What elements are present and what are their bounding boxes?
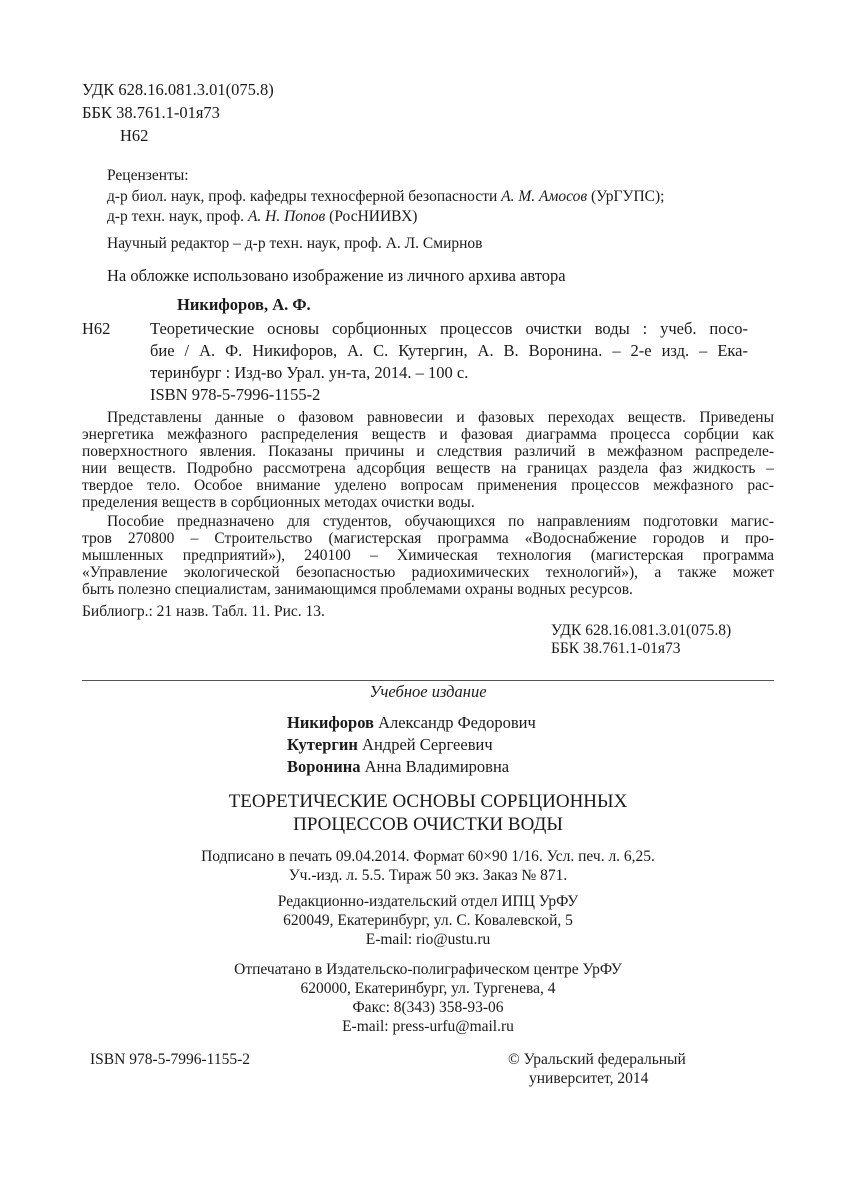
abstract-line: тров 270800 – Строительство (магистерская программа «Водоснабжение городов и про- [82,530,774,547]
reviewer-1 [107,188,664,206]
record-author: Никифоров, А. Ф. [177,295,311,314]
book-title-line: ТЕОРЕТИЧЕСКИЕ ОСНОВЫ СОРБЦИОННЫХ [228,791,628,812]
udk-code: УДК 628.16.081.3.01(075.8) [82,80,274,99]
isbn-bottom: ISBN 978-5-7996-1155-2 [90,1051,251,1068]
record-line: теринбург : Изд-во Урал. ун-та, 2014. – 100 с. [150,363,469,382]
reviewer-1-org: (УрГУПС); [587,188,665,205]
abstract-line: Представлены данные о фазовом равновесии и фазовых переходах веществ. Приведены [107,409,774,426]
reviewer-2-title: д-р техн. наук, проф. [107,208,248,225]
abstract-line: нии веществ. Подробно рассмотрена адсорбция веществ на границах раздела фаз жидкость – [82,460,774,477]
record-line: Теоретические основы сорбционных процессов очистки воды : учеб. посо- [150,319,748,338]
abstract-line: твердое тело. Особое внимание уделено вопросам применения процессов межфазного рас- [82,477,774,494]
book-title-line: ПРОЦЕССОВ ОЧИСТКИ ВОДЫ [293,814,563,835]
abstract-line: пределения веществ в сорбционных методах очистки воды. [82,494,475,511]
copyright-line: университет, 2014 [529,1070,649,1087]
copyright-line: © Уральский федеральный [508,1051,686,1068]
author-mark: Н62 [120,126,149,145]
reviewer-2-org: (РосНИИВХ) [325,208,418,225]
bbk-code: ББК 38.761.1-01я73 [82,103,220,122]
edition-type: Учебное издание [369,682,487,701]
printer-email: E-mail: press-urfu@mail.ru [342,1018,514,1035]
author-given-names: Андрей Сергеевич [357,735,493,754]
print-info-line: Уч.-изд. л. 5.5. Тираж 50 экз. Заказ № 871. [288,867,568,884]
abstract-line: мышленных предприятий»), 240100 – Химическая технология (магистерская программа [82,547,774,564]
science-editor: Научный редактор – д-р техн. наук, проф. А. Л. Смирнов [107,235,483,252]
abstract-line: энергетика межфазного распределения веществ и фазовая диаграмма процесса сорбции как [82,426,774,443]
reviewer-2 [107,208,417,226]
abstract-line: Пособие предназначено для студентов, обучающихся по направлениям подготовки магис- [107,513,774,530]
bbk-code-right: ББК 38.761.1-01я73 [551,640,681,657]
author-surname: Никифоров [287,713,374,732]
editorial-dept-line: Редакционно-издательский отдел ИПЦ УрФУ [277,893,579,910]
author-surname: Кутергин [287,735,358,754]
abstract-line: поверхностного явления. Показаны причины и следствия различий в межфазном распределе- [82,443,774,460]
author-name [287,757,509,777]
abstract-line: «Управление экологической безопасностью радиохимических технологий»), а также может [82,564,774,581]
printer-fax: Факс: 8(343) 358-93-06 [352,999,504,1016]
record-line: бие / А. Ф. Никифоров, А. С. Кутергин, А. В. Воронина. – 2-е изд. – Ека- [150,341,748,360]
reviewer-1-title: д-р биол. наук, проф. кафедры техносферной безопасности [107,188,502,205]
author-name [287,735,493,755]
author-given-names: Анна Владимировна [360,757,510,776]
printer-line: Отпечатано в Издательско-полиграфическом центре УрФУ [234,961,622,978]
editorial-email: E-mail: rio@ustu.ru [365,931,491,948]
record-isbn: ISBN 978-5-7996-1155-2 [150,385,321,404]
abstract-line: быть полезно специалистам, занимающимся проблемами охраны водных ресурсов. [82,581,633,598]
author-surname: Воронина [287,757,361,776]
bibliography-note: Библиогр.: 21 назв. Табл. 11. Рис. 13. [82,603,325,620]
udk-code-right: УДК 628.16.081.3.01(075.8) [551,622,732,639]
author-name [287,713,536,733]
print-info-line: Подписано в печать 09.04.2014. Формат 60×90 1/16. Усл. печ. л. 6,25. [201,848,655,865]
reviewer-1-name: А. М. Амосов [501,188,588,205]
editorial-dept-line: 620049, Екатеринбург, ул. С. Ковалевской, 5 [283,912,573,929]
printer-line: 620000, Екатеринбург, ул. Тургенева, 4 [300,980,556,997]
reviewer-2-name: А. Н. Попов [247,208,326,225]
divider [82,680,774,681]
record-mark: Н62 [82,319,111,338]
author-given-names: Александр Федорович [373,713,536,732]
reviewers-heading: Рецензенты: [107,167,189,184]
cover-note: На обложке использовано изображение из личного архива автора [107,266,566,285]
